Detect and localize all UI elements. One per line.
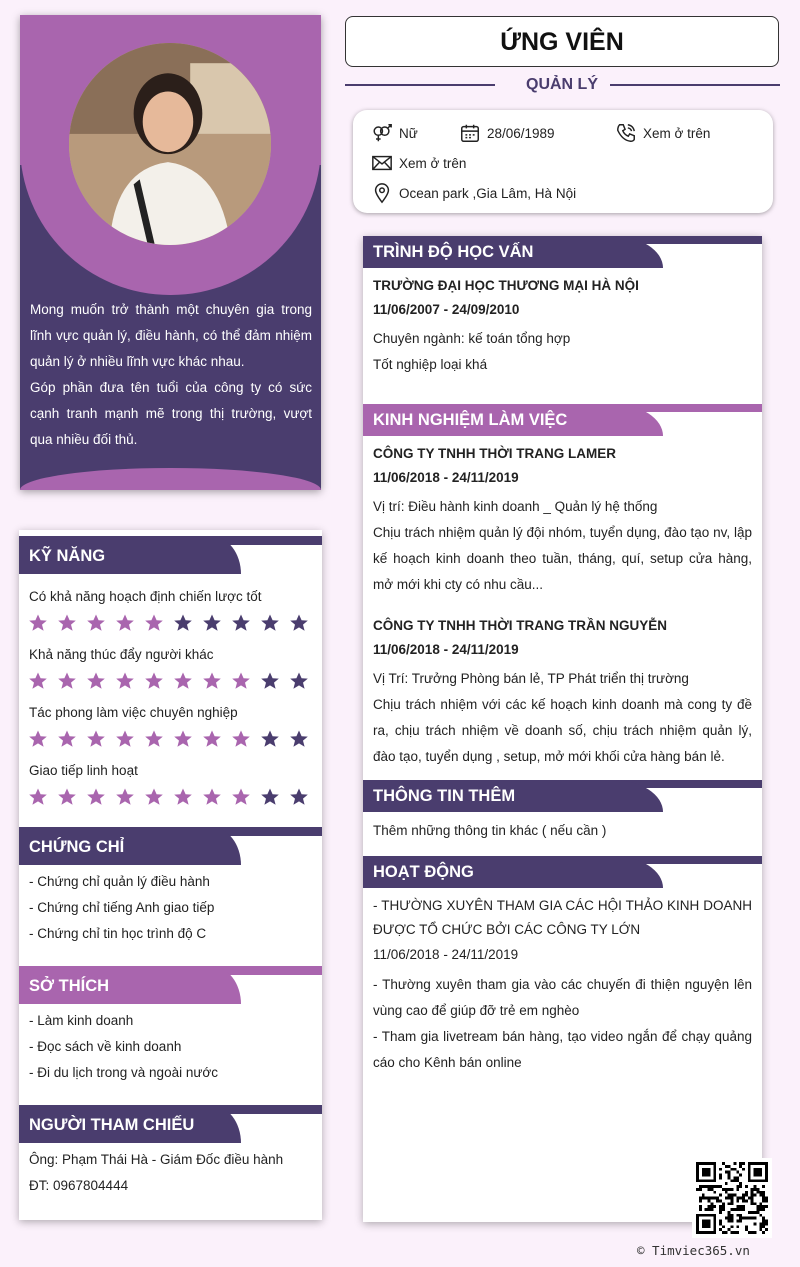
contact-info-box xyxy=(353,110,773,213)
hobbies-header xyxy=(19,966,322,1004)
star-icon xyxy=(115,671,135,691)
additional-info-body xyxy=(363,812,762,844)
skill-rating xyxy=(19,724,322,754)
mail-icon xyxy=(371,152,393,174)
job-period: 11/06/2018 - 24/11/2019 xyxy=(373,470,519,485)
star-icon xyxy=(86,671,106,691)
list-item: - Đi du lịch trong và ngoài nước xyxy=(29,1065,218,1080)
star-icon xyxy=(289,671,309,691)
hobbies-list xyxy=(19,1004,322,1086)
address-item xyxy=(371,182,576,204)
star-icon xyxy=(231,729,251,749)
star-icon xyxy=(115,613,135,633)
star-icon xyxy=(28,787,48,807)
experience-title: KINH NGHIỆM LÀM VIỆC xyxy=(363,404,663,436)
star-icon xyxy=(57,787,77,807)
list-item: Ông: Phạm Thái Hà - Giám Đốc điều hành xyxy=(29,1152,284,1167)
activity-item: - Tham gia livetream bán hàng, tạo video ngắn để chạy quảng cáo cho Kênh bán online xyxy=(373,1029,752,1070)
phone-icon xyxy=(615,122,637,144)
activity-heading: - THƯỜNG XUYÊN THAM GIA CÁC HỘI THẢO KINH DOANH ĐƯỢC TỔ CHỨC BỞI CÁC CÔNG TY LỚN xyxy=(373,898,752,937)
certificates-header xyxy=(19,827,322,865)
birthday-item xyxy=(459,122,555,144)
certificates-title: CHỨNG CHỈ xyxy=(19,827,241,865)
skills-section xyxy=(19,536,322,812)
star-icon xyxy=(57,613,77,633)
list-item: - Làm kinh doanh xyxy=(29,1013,134,1028)
job-role: Vị trí: Điều hành kinh doanh _ Quản lý hệ thống xyxy=(373,499,658,514)
skill-rating xyxy=(19,666,322,696)
right-panel xyxy=(363,236,762,1222)
star-icon xyxy=(202,787,222,807)
activity-period: 11/06/2018 - 24/11/2019 xyxy=(373,947,519,962)
avatar-image xyxy=(69,43,271,245)
job-description: Chịu trách nhiệm quản lý đội nhóm, tuyển dụng, đào tạo nv, lập kế hoạch kinh doanh theo tuần, tháng, quí, setup cửa hàng, mở mới khi cty có nhu cầu... xyxy=(373,525,752,592)
experience-body xyxy=(363,436,762,770)
gender-item xyxy=(371,122,418,144)
list-item: - Chứng chỉ tiếng Anh giao tiếp xyxy=(29,900,215,915)
star-icon xyxy=(28,729,48,749)
education-major: Chuyên ngành: kế toán tổng hợp xyxy=(373,331,571,346)
references-section xyxy=(19,1105,322,1199)
avatar xyxy=(69,43,271,245)
job-period: 11/06/2018 - 24/11/2019 xyxy=(373,642,519,657)
phone-item xyxy=(615,122,710,144)
additional-info-section xyxy=(363,780,762,844)
star-icon xyxy=(202,729,222,749)
hobbies-section xyxy=(19,966,322,1086)
education-section xyxy=(363,236,762,378)
job-item xyxy=(373,442,752,598)
job-role: Vị Trí: Trưởng Phòng bán lẻ, TP Phát triển thị trường xyxy=(373,671,689,686)
left-panel xyxy=(19,530,322,1220)
skill-name: Khả năng thúc đẩy người khác xyxy=(29,647,214,662)
star-icon xyxy=(202,671,222,691)
star-icon xyxy=(57,671,77,691)
references-header xyxy=(19,1105,322,1143)
objective-text: Mong muốn trở thành một chuyên gia trong lĩnh vực quản lý, điều hành, có thể đảm nhiệm quản lý ở nhiều lĩnh vực khác nhau. xyxy=(30,302,312,369)
qr-code-icon xyxy=(696,1162,768,1234)
references-title: NGƯỜI THAM CHIẾU xyxy=(19,1105,241,1143)
star-icon xyxy=(86,787,106,807)
activity-item: - Thường xuyên tham gia vào các chuyến đi thiện nguyện lên vùng cao để giúp đỡ trẻ em nghèo xyxy=(373,977,752,1018)
activities-section xyxy=(363,856,762,1076)
phone-text: Xem ở trên xyxy=(643,125,711,141)
experience-section xyxy=(363,404,762,770)
star-icon xyxy=(173,787,193,807)
job-description: Chịu trách nhiệm với các kế hoạch kinh doanh mà cong ty đề ra, chịu trách nhiệm về doanh số, chịu trách nhiệm quản lý, đào tạo, tuyển dụng , setup, mở mới khối cửa hàng bán lẻ. xyxy=(373,697,752,764)
education-period: 11/06/2007 - 24/09/2010 xyxy=(373,302,520,317)
activities-body xyxy=(363,888,762,1076)
list-item: - Chứng chỉ quản lý điều hành xyxy=(29,874,210,889)
star-icon xyxy=(231,613,251,633)
birthday-text: 28/06/1989 xyxy=(487,125,555,141)
star-icon xyxy=(289,729,309,749)
certificates-list xyxy=(19,865,322,947)
skill-rating xyxy=(19,608,322,638)
star-icon xyxy=(260,729,280,749)
address-text: Ocean park ,Gia Lâm, Hà Nội xyxy=(399,185,577,201)
star-icon xyxy=(260,671,280,691)
list-item: - Chứng chỉ tin học trình độ C xyxy=(29,926,207,941)
education-header xyxy=(363,236,762,268)
education-title: TRÌNH ĐỘ HỌC VẤN xyxy=(363,236,663,268)
job-item xyxy=(373,614,752,770)
star-icon xyxy=(289,787,309,807)
school-name: TRƯỜNG ĐẠI HỌC THƯƠNG MẠI HÀ NỘI xyxy=(373,278,639,293)
activities-title: HOẠT ĐỘNG xyxy=(363,856,663,888)
star-icon xyxy=(115,729,135,749)
star-icon xyxy=(202,613,222,633)
star-icon xyxy=(86,613,106,633)
location-pin-icon xyxy=(371,182,393,204)
job-company: CÔNG TY TNHH THỜI TRANG TRẦN NGUYỄN xyxy=(373,618,668,633)
list-item: - Đọc sách về kinh doanh xyxy=(29,1039,182,1054)
star-icon xyxy=(231,671,251,691)
skills-header xyxy=(19,536,322,574)
profile-bottom-arc xyxy=(20,468,321,490)
qr-code xyxy=(692,1158,772,1238)
additional-info-text: Thêm những thông tin khác ( nếu cần ) xyxy=(373,823,607,838)
profile-card xyxy=(20,15,321,490)
star-icon xyxy=(144,787,164,807)
star-icon xyxy=(173,729,193,749)
copyright-text: © Timviec365.vn xyxy=(637,1243,750,1258)
career-objective xyxy=(30,297,312,453)
certificates-section xyxy=(19,827,322,947)
skill-name: Giao tiếp linh hoạt xyxy=(29,763,138,778)
star-icon xyxy=(86,729,106,749)
job-company: CÔNG TY TNHH THỜI TRANG LAMER xyxy=(373,446,617,461)
email-text: Xem ở trên xyxy=(399,155,467,171)
education-grade: Tốt nghiệp loại khá xyxy=(373,357,488,372)
star-icon xyxy=(231,787,251,807)
divider-right xyxy=(610,84,780,86)
star-icon xyxy=(28,671,48,691)
skill-name: Tác phong làm việc chuyên nghiệp xyxy=(29,705,238,720)
star-icon xyxy=(115,787,135,807)
additional-info-header xyxy=(363,780,762,812)
star-icon xyxy=(144,671,164,691)
education-body xyxy=(363,268,762,378)
star-icon xyxy=(144,729,164,749)
candidate-name: ỨNG VIÊN xyxy=(345,16,779,67)
calendar-icon xyxy=(459,122,481,144)
star-icon xyxy=(144,613,164,633)
skills-list xyxy=(19,574,322,812)
experience-header xyxy=(363,404,762,436)
gender-icon xyxy=(371,122,393,144)
star-icon xyxy=(173,613,193,633)
star-icon xyxy=(173,671,193,691)
star-icon xyxy=(260,787,280,807)
list-item: ĐT: 0967804444 xyxy=(29,1178,129,1193)
star-icon xyxy=(260,613,280,633)
skill-name: Có khả năng hoạch định chiến lược tốt xyxy=(29,589,262,604)
star-icon xyxy=(28,613,48,633)
email-item xyxy=(371,152,466,174)
hobbies-title: SỞ THÍCH xyxy=(19,966,241,1004)
divider-left xyxy=(345,84,495,86)
star-icon xyxy=(289,613,309,633)
candidate-position: QUẢN LÝ xyxy=(526,76,598,93)
objective-text-2: Góp phần đưa tên tuổi của công ty có sức cạnh tranh mạnh mẽ trong thị trường, vượt qua nhiều đối thủ. xyxy=(30,380,312,447)
skills-title: KỸ NĂNG xyxy=(19,536,241,574)
gender-text: Nữ xyxy=(399,125,418,141)
activities-header xyxy=(363,856,762,888)
references-list xyxy=(19,1143,322,1199)
skill-rating xyxy=(19,782,322,812)
additional-info-title: THÔNG TIN THÊM xyxy=(363,780,663,812)
star-icon xyxy=(57,729,77,749)
